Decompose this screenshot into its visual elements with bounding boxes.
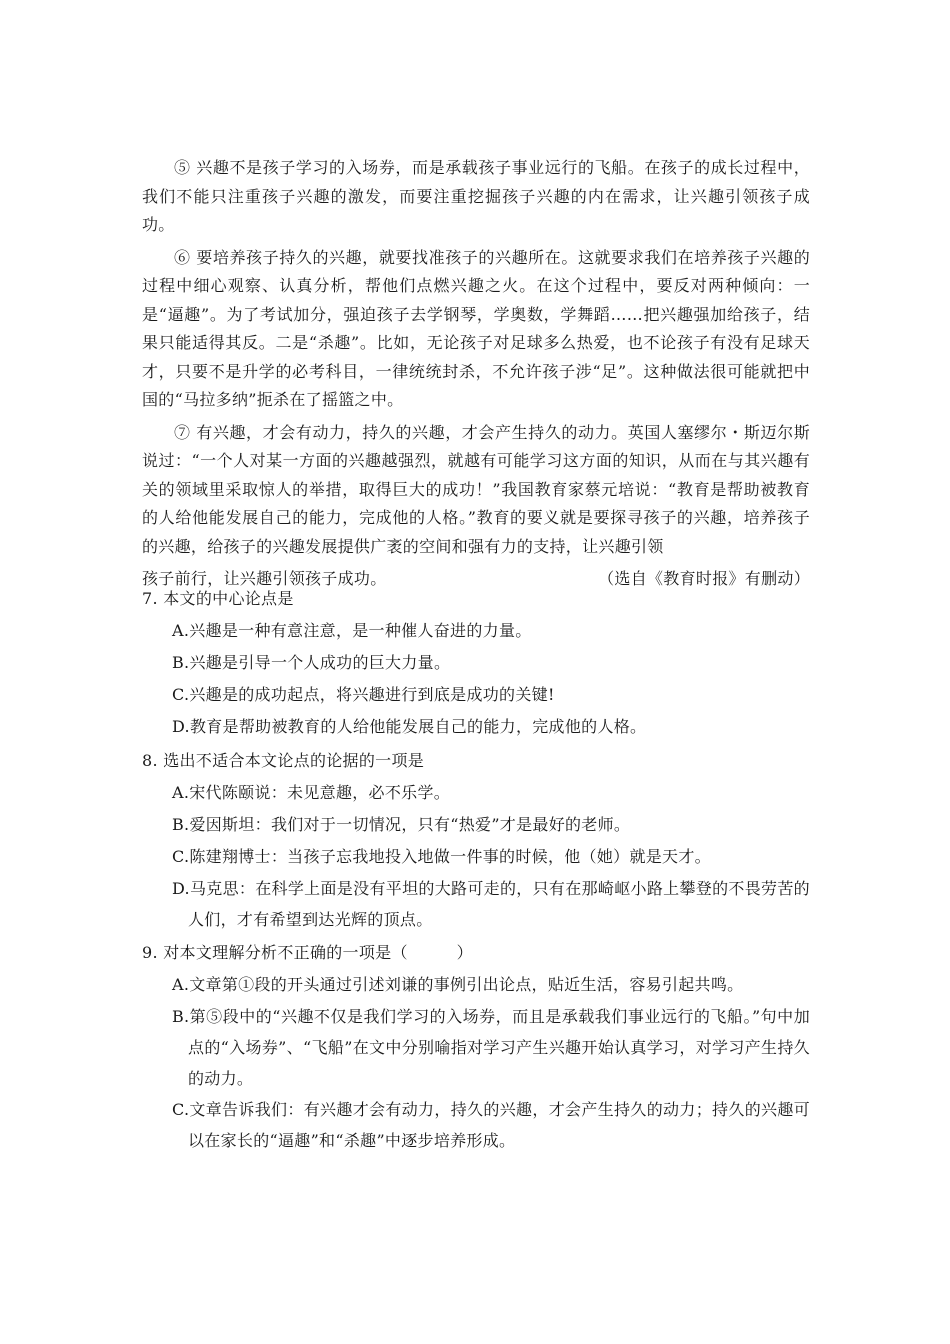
source-citation: （选自《教育时报》有删动）	[598, 569, 810, 588]
paragraph-6: ⑥ 要培养孩子持久的兴趣，就要找准孩子的兴趣所在。这就要求我们在培养孩子兴趣的过程中细心观察、认真分析，帮他们点燃兴趣之火。在这个过程中，要反对两种倾向：一是“逼趣”。为了考试加分，强迫孩子去学钢琴，学奥数，学舞蹈……把兴趣强加给孩子，结果只能适得其反。二是“杀趣”。比如，无论孩子对足球多么热爱，也不论孩子有没有足球天才，只要不是升学的必考科目，一律统统封杀，不允许孩子涉“足”。这种做法很可能就把中国的“马拉多纳”扼杀在了摇篮之中。	[142, 247, 810, 409]
question-stem: 7. 本文的中心论点是	[142, 589, 294, 608]
question-stem: 9. 对本文理解分析不正确的一项是（ ）	[142, 943, 473, 962]
option-c: C.兴趣是的成功起点，将兴趣进行到底是成功的关键!	[172, 685, 555, 704]
option-d: D.教育是帮助被教育的人给他能发展自己的能力，完成他的人格。	[172, 717, 647, 736]
paragraph-7-ending: 孩子前行，让兴趣引领孩子成功。	[142, 569, 387, 588]
paragraph-7	[142, 419, 810, 562]
question-8	[142, 745, 810, 935]
option-d: D.马克思：在科学上面是没有平坦的大路可走的，只有在那崎岖小路上攀登的不畏劳苦的人们，才有希望到达光辉的顶点。	[172, 879, 810, 929]
reading-passage	[142, 154, 810, 598]
option-b: B.第⑤段中的“兴趣不仅是我们学习的入场券，而且是承载我们事业远行的飞船。”句中加点的“入场券”、“飞船”在文中分别喻指对学习产生兴趣开始认真学习，对学习产生持久的动力。	[172, 1007, 810, 1088]
paragraph-5: ⑤ 兴趣不是孩子学习的入场券，而是承载孩子事业远行的飞船。在孩子的成长过程中，我们不能只注重孩子兴趣的激发，而要注重挖掘孩子兴趣的内在需求，让兴趣引领孩子成功。	[142, 158, 810, 234]
question-7	[142, 583, 810, 743]
option-c: C.陈建翔博士：当孩子忘我地投入地做一件事的时候，他（她）就是天才。	[172, 847, 711, 866]
option-c: C.文章告诉我们：有兴趣才会有动力，持久的兴趣，才会产生持久的动力；持久的兴趣可以在家长的“逼趣”和“杀趣”中逐步培养形成。	[172, 1100, 810, 1150]
option-a: A.兴趣是一种有意注意，是一种催人奋进的力量。	[172, 621, 532, 640]
option-b: B.兴趣是引导一个人成功的巨大力量。	[172, 653, 451, 672]
question-9	[142, 937, 810, 1156]
option-a: A.文章第①段的开头通过引述刘谦的事例引出论点，贴近生活，容易引起共鸣。	[172, 975, 744, 994]
question-stem: 8. 选出不适合本文论点的论据的一项是	[142, 751, 425, 770]
question-list	[142, 583, 810, 1158]
option-a: A.宋代陈颐说：未见意趣，必不乐学。	[172, 783, 451, 802]
paragraph-7-text: ⑦ 有兴趣，才会有动力，持久的兴趣，才会产生持久的动力。英国人塞缪尔・斯迈尔斯说过：“一个人对某一方面的兴趣越强烈，就越有可能学习这方面的知识，从而在与其兴趣有关的领域里采取惊人的举措，取得巨大的成功！”我国教育家蔡元培说：“教育是帮助被教育的人给他能发展自己的能力，完成他的人格。”教育的要义就是要探寻孩子的兴趣，培养孩子的兴趣，给孩子的兴趣发展提供广袤的空间和强有力的支持，让兴趣引领	[142, 422, 810, 556]
option-b: B.爱因斯坦：我们对于一切情况，只有“热爱”才是最好的老师。	[172, 815, 631, 834]
